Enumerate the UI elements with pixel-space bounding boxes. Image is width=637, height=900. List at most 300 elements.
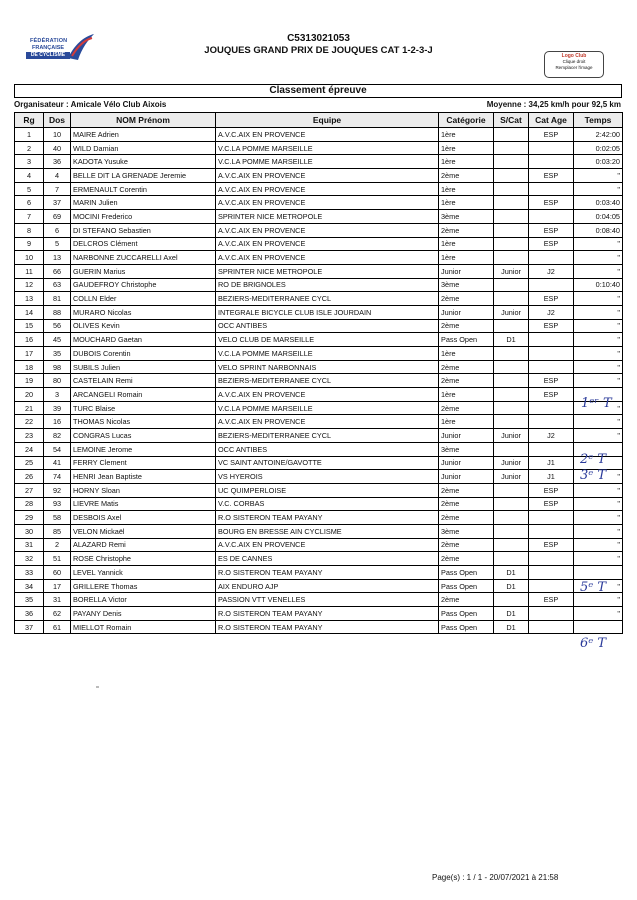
cell-subcategory	[494, 483, 529, 497]
cell-subcategory	[494, 237, 529, 251]
cell-name: COLLN Elder	[71, 292, 216, 306]
cell-time: "	[574, 374, 623, 388]
cell-team: ES DE CANNES	[216, 552, 439, 566]
cell-category: 2ème	[439, 223, 494, 237]
cell-rank: 26	[15, 470, 44, 484]
cell-time: 0:10:40	[574, 278, 623, 292]
cell-rank: 14	[15, 305, 44, 319]
cell-time: "	[574, 182, 623, 196]
cell-team: SPRINTER NICE METROPOLE	[216, 210, 439, 224]
cell-rank: 18	[15, 360, 44, 374]
cell-time: "	[574, 333, 623, 347]
cell-time: 0:03:20	[574, 155, 623, 169]
cell-team: A.V.C.AIX EN PROVENCE	[216, 251, 439, 265]
cell-team: A.V.C.AIX EN PROVENCE	[216, 182, 439, 196]
race-title: JOUQUES GRAND PRIX DE JOUQUES CAT 1-2-3-J	[204, 45, 433, 56]
cell-name: OLIVES Kevin	[71, 319, 216, 333]
cell-age-category	[529, 607, 574, 621]
cell-age-category: J2	[529, 264, 574, 278]
cell-name: BORELLA Victor	[71, 593, 216, 607]
col-header-category: Catégorie	[439, 113, 494, 128]
col-header-rank: Rg	[15, 113, 44, 128]
cell-team: V.C.LA POMME MARSEILLE	[216, 141, 439, 155]
cell-name: ROSE Christophe	[71, 552, 216, 566]
cell-subcategory: Junior	[494, 305, 529, 319]
cell-category: 3ème	[439, 524, 494, 538]
cell-category: 2ème	[439, 292, 494, 306]
table-row	[15, 552, 623, 566]
cell-rank: 12	[15, 278, 44, 292]
cell-time: "	[574, 169, 623, 183]
cell-subcategory	[494, 360, 529, 374]
cell-subcategory	[494, 401, 529, 415]
logo-line-3: DE CYCLISME	[26, 52, 70, 59]
cell-name: PAYANY Denis	[71, 607, 216, 621]
cell-bib: 37	[44, 196, 71, 210]
cell-category: 2ème	[439, 483, 494, 497]
cell-bib: 51	[44, 552, 71, 566]
cell-bib: 31	[44, 593, 71, 607]
cell-team: UC QUIMPERLOISE	[216, 483, 439, 497]
cell-category: 2ème	[439, 593, 494, 607]
cell-time: "	[574, 319, 623, 333]
logo-club-placeholder[interactable]	[544, 51, 604, 78]
cell-rank: 34	[15, 579, 44, 593]
cell-category: 2ème	[439, 360, 494, 374]
cell-rank: 30	[15, 524, 44, 538]
table-row	[15, 210, 623, 224]
cell-category: 2ème	[439, 497, 494, 511]
cell-age-category: ESP	[529, 483, 574, 497]
cell-category: Pass Open	[439, 566, 494, 580]
table-row	[15, 470, 623, 484]
cell-rank: 15	[15, 319, 44, 333]
cell-subcategory	[494, 210, 529, 224]
cell-bib: 85	[44, 524, 71, 538]
cell-bib: 2	[44, 538, 71, 552]
cell-age-category: ESP	[529, 374, 574, 388]
cell-age-category	[529, 347, 574, 361]
cell-bib: 36	[44, 155, 71, 169]
cell-name: DUBOIS Corentin	[71, 347, 216, 361]
cell-name: THOMAS Nicolas	[71, 415, 216, 429]
cell-rank: 2	[15, 141, 44, 155]
cell-time: "	[574, 264, 623, 278]
cell-bib: 98	[44, 360, 71, 374]
cell-rank: 10	[15, 251, 44, 265]
cell-bib: 74	[44, 470, 71, 484]
cell-name: MARIN Julien	[71, 196, 216, 210]
cell-category: Pass Open	[439, 620, 494, 634]
table-row	[15, 182, 623, 196]
cell-age-category: ESP	[529, 169, 574, 183]
cell-bib: 13	[44, 251, 71, 265]
scan-speck	[96, 686, 99, 688]
cell-team: A.V.C.AIX EN PROVENCE	[216, 128, 439, 142]
cell-time: 2:42:00	[574, 128, 623, 142]
cell-category: 1ère	[439, 141, 494, 155]
cell-age-category	[529, 579, 574, 593]
organizer: Organisateur : Amicale Vélo Club Aixois	[14, 100, 167, 109]
cell-team: AIX ENDURO AJP	[216, 579, 439, 593]
logo-club-line-3: Remplacer l'image	[555, 65, 593, 70]
cell-subcategory	[494, 524, 529, 538]
cell-subcategory	[494, 374, 529, 388]
cell-rank: 17	[15, 347, 44, 361]
cell-team: A.V.C.AIX EN PROVENCE	[216, 237, 439, 251]
cell-time: "	[574, 470, 623, 484]
cell-subcategory: D1	[494, 579, 529, 593]
cell-team: V.C.LA POMME MARSEILLE	[216, 347, 439, 361]
cell-rank: 27	[15, 483, 44, 497]
cell-time: 0:02:05	[574, 141, 623, 155]
cell-rank: 21	[15, 401, 44, 415]
cell-name: LEVEL Yannick	[71, 566, 216, 580]
cell-team: VC SAINT ANTOINE/GAVOTTE	[216, 456, 439, 470]
cell-age-category: J1	[529, 470, 574, 484]
cell-bib: 6	[44, 223, 71, 237]
cell-subcategory: Junior	[494, 456, 529, 470]
cell-subcategory	[494, 552, 529, 566]
cell-team: V.C. CORBAS	[216, 497, 439, 511]
cell-name: DESBOIS Axel	[71, 511, 216, 525]
cell-time	[574, 566, 623, 580]
cell-age-category: J2	[529, 305, 574, 319]
cell-team: VS HYEROIS	[216, 470, 439, 484]
cell-team: OCC ANTIBES	[216, 319, 439, 333]
cell-category: 1ère	[439, 415, 494, 429]
table-row	[15, 155, 623, 169]
cell-team: A.V.C.AIX EN PROVENCE	[216, 388, 439, 402]
table-row	[15, 456, 623, 470]
cell-rank: 4	[15, 169, 44, 183]
cell-subcategory	[494, 319, 529, 333]
col-header-bib: Dos	[44, 113, 71, 128]
table-row	[15, 251, 623, 265]
col-header-name: NOM Prénom	[71, 113, 216, 128]
cell-name: DI STEFANO Sebastien	[71, 223, 216, 237]
cell-category: 1ère	[439, 347, 494, 361]
table-row	[15, 319, 623, 333]
cell-category: 3ème	[439, 210, 494, 224]
cell-bib: 4	[44, 169, 71, 183]
cell-time: "	[574, 524, 623, 538]
cell-age-category	[529, 511, 574, 525]
cell-subcategory	[494, 251, 529, 265]
cell-name: ALAZARD Remi	[71, 538, 216, 552]
col-header-age-category: Cat Age	[529, 113, 574, 128]
cell-subcategory	[494, 196, 529, 210]
table-row	[15, 278, 623, 292]
logo-club-line-1: Logo Club	[561, 53, 587, 59]
cell-age-category	[529, 141, 574, 155]
cell-name: MAIRE Adrien	[71, 128, 216, 142]
cell-bib: 39	[44, 401, 71, 415]
cell-team: A.V.C.AIX EN PROVENCE	[216, 415, 439, 429]
cell-subcategory: Junior	[494, 264, 529, 278]
cell-age-category	[529, 415, 574, 429]
cell-rank: 16	[15, 333, 44, 347]
table-row	[15, 593, 623, 607]
cell-age-category	[529, 333, 574, 347]
cell-bib: 56	[44, 319, 71, 333]
cell-name: KADOTA Yusuke	[71, 155, 216, 169]
cell-rank: 3	[15, 155, 44, 169]
cell-team: SPRINTER NICE METROPOLE	[216, 264, 439, 278]
cell-bib: 16	[44, 415, 71, 429]
cell-age-category: ESP	[529, 128, 574, 142]
cell-name: GUERIN Marius	[71, 264, 216, 278]
cell-time: "	[574, 305, 623, 319]
cell-subcategory: D1	[494, 566, 529, 580]
average-speed: Moyenne : 34,25 km/h pour 92,5 km	[486, 100, 621, 109]
logo-club-line-2: Clique droit	[562, 59, 586, 64]
cell-team: R.O SISTERON TEAM PAYANY	[216, 620, 439, 634]
col-header-team: Equipe	[216, 113, 439, 128]
cell-subcategory	[494, 388, 529, 402]
cell-age-category: ESP	[529, 538, 574, 552]
table-row	[15, 579, 623, 593]
cell-category: Junior	[439, 470, 494, 484]
cell-subcategory	[494, 155, 529, 169]
cell-category: 3ème	[439, 278, 494, 292]
race-code: C5313021053	[287, 33, 350, 44]
cell-time: "	[574, 538, 623, 552]
cell-age-category: ESP	[529, 497, 574, 511]
cell-subcategory	[494, 292, 529, 306]
cell-name: BELLE DIT LA GRENADE Jeremie	[71, 169, 216, 183]
table-row	[15, 169, 623, 183]
cell-category: 3ème	[439, 442, 494, 456]
handwritten-note-row37: 6ᵉ T	[580, 636, 607, 651]
cell-rank: 8	[15, 223, 44, 237]
cell-rank: 13	[15, 292, 44, 306]
table-row	[15, 524, 623, 538]
cell-age-category: ESP	[529, 223, 574, 237]
cell-rank: 23	[15, 429, 44, 443]
cell-bib: 60	[44, 566, 71, 580]
cell-time: "	[574, 607, 623, 621]
cell-bib: 82	[44, 429, 71, 443]
cell-name: MOUCHARD Gaetan	[71, 333, 216, 347]
handwritten-note-row20: 1ᵉʳ T	[581, 396, 612, 411]
table-row	[15, 141, 623, 155]
cell-subcategory	[494, 442, 529, 456]
cell-category: 1ère	[439, 251, 494, 265]
cell-team: R.O SISTERON TEAM PAYANY	[216, 511, 439, 525]
cell-rank: 31	[15, 538, 44, 552]
cell-bib: 10	[44, 128, 71, 142]
table-row	[15, 429, 623, 443]
cell-team: V.C.LA POMME MARSEILLE	[216, 401, 439, 415]
cell-category: 2ème	[439, 538, 494, 552]
cell-bib: 35	[44, 347, 71, 361]
cell-time: "	[574, 497, 623, 511]
table-header-row	[15, 113, 623, 128]
cell-category: 2ème	[439, 552, 494, 566]
cell-subcategory	[494, 128, 529, 142]
page-footer: Page(s) : 1 / 1 - 20/07/2021 à 21:58	[432, 873, 559, 882]
cell-name: CONGRAS Lucas	[71, 429, 216, 443]
cell-subcategory: D1	[494, 620, 529, 634]
cell-rank: 9	[15, 237, 44, 251]
cell-age-category: ESP	[529, 237, 574, 251]
table-row	[15, 388, 623, 402]
cell-bib: 92	[44, 483, 71, 497]
cell-bib: 17	[44, 579, 71, 593]
cell-team: A.V.C.AIX EN PROVENCE	[216, 169, 439, 183]
cell-subcategory	[494, 511, 529, 525]
cell-age-category	[529, 566, 574, 580]
cell-team: RO DE BRIGNOLES	[216, 278, 439, 292]
cell-category: 2ème	[439, 374, 494, 388]
cell-category: Pass Open	[439, 579, 494, 593]
cell-rank: 29	[15, 511, 44, 525]
cell-rank: 5	[15, 182, 44, 196]
cell-subcategory	[494, 497, 529, 511]
cell-bib: 3	[44, 388, 71, 402]
cell-name: CASTELAIN Remi	[71, 374, 216, 388]
cell-time	[574, 620, 623, 634]
cell-category: 1ère	[439, 182, 494, 196]
cell-team: VELO CLUB DE MARSEILLE	[216, 333, 439, 347]
cell-name: MIELLOT Romain	[71, 620, 216, 634]
cell-time: "	[574, 360, 623, 374]
cell-age-category: J1	[529, 456, 574, 470]
cell-rank: 11	[15, 264, 44, 278]
cell-bib: 41	[44, 456, 71, 470]
cell-time: "	[574, 593, 623, 607]
table-row	[15, 360, 623, 374]
cell-time: 0:08:40	[574, 223, 623, 237]
cell-age-category	[529, 620, 574, 634]
table-row	[15, 305, 623, 319]
cell-category: 1ère	[439, 196, 494, 210]
handwritten-note-row33: 5ᵉ T	[580, 580, 607, 595]
cell-time: "	[574, 579, 623, 593]
cell-category: Pass Open	[439, 333, 494, 347]
cell-subcategory	[494, 182, 529, 196]
cell-team: R.O SISTERON TEAM PAYANY	[216, 607, 439, 621]
cell-category: 1ère	[439, 128, 494, 142]
cell-team: BOURG EN BRESSE AIN CYCLISME	[216, 524, 439, 538]
table-row	[15, 223, 623, 237]
cell-rank: 20	[15, 388, 44, 402]
cell-bib: 88	[44, 305, 71, 319]
cell-bib: 62	[44, 607, 71, 621]
cell-time: "	[574, 347, 623, 361]
table-row	[15, 497, 623, 511]
cell-time: "	[574, 483, 623, 497]
cell-name: HORNY Sloan	[71, 483, 216, 497]
cell-subcategory	[494, 347, 529, 361]
cell-age-category	[529, 524, 574, 538]
cell-bib: 66	[44, 264, 71, 278]
table-row	[15, 401, 623, 415]
cell-team: A.V.C.AIX EN PROVENCE	[216, 223, 439, 237]
cell-time: "	[574, 511, 623, 525]
cell-name: ERMENAULT Corentin	[71, 182, 216, 196]
cell-subcategory: Junior	[494, 429, 529, 443]
table-row	[15, 264, 623, 278]
cell-bib: 81	[44, 292, 71, 306]
cell-bib: 45	[44, 333, 71, 347]
cell-rank: 35	[15, 593, 44, 607]
table-row	[15, 196, 623, 210]
cell-category: Junior	[439, 305, 494, 319]
cell-age-category	[529, 182, 574, 196]
table-row	[15, 333, 623, 347]
cell-age-category: ESP	[529, 292, 574, 306]
cell-subcategory	[494, 415, 529, 429]
cell-subcategory	[494, 278, 529, 292]
cell-bib: 80	[44, 374, 71, 388]
page-subtitle: Classement épreuve	[14, 84, 622, 98]
cell-team: A.V.C.AIX EN PROVENCE	[216, 196, 439, 210]
cell-team: BEZIERS-MEDITERRANEE CYCL	[216, 292, 439, 306]
logo-line-2: FRANÇAISE	[32, 45, 65, 51]
cell-rank: 7	[15, 210, 44, 224]
cell-name: NARBONNE ZUCCARELLI Axel	[71, 251, 216, 265]
cell-age-category: ESP	[529, 196, 574, 210]
cell-time: "	[574, 237, 623, 251]
cell-subcategory	[494, 141, 529, 155]
cell-name: FERRY Clement	[71, 456, 216, 470]
cell-age-category	[529, 401, 574, 415]
cell-team: A.V.C.AIX EN PROVENCE	[216, 538, 439, 552]
cell-age-category	[529, 278, 574, 292]
table-body	[15, 128, 623, 634]
table-row	[15, 374, 623, 388]
col-header-subcategory: S/Cat	[494, 113, 529, 128]
cell-name: TURC Blaise	[71, 401, 216, 415]
cell-rank: 6	[15, 196, 44, 210]
cell-category: 1ère	[439, 388, 494, 402]
cell-bib: 54	[44, 442, 71, 456]
cell-name: MOCINI Frederico	[71, 210, 216, 224]
cell-bib: 7	[44, 182, 71, 196]
logo-line-1: FÉDÉRATION	[30, 38, 68, 44]
cell-age-category	[529, 360, 574, 374]
cell-subcategory: Junior	[494, 470, 529, 484]
cell-age-category	[529, 251, 574, 265]
cell-category: 2ème	[439, 169, 494, 183]
cell-time: "	[574, 415, 623, 429]
table-row	[15, 607, 623, 621]
cell-name: WILD Damian	[71, 141, 216, 155]
cell-category: Junior	[439, 264, 494, 278]
table-row	[15, 511, 623, 525]
cell-rank: 28	[15, 497, 44, 511]
cell-time: "	[574, 292, 623, 306]
cell-subcategory	[494, 223, 529, 237]
cell-rank: 1	[15, 128, 44, 142]
cell-subcategory	[494, 169, 529, 183]
handwritten-note-row25: 3ᵉ T	[580, 468, 607, 483]
cell-category: 1ère	[439, 237, 494, 251]
cell-subcategory: D1	[494, 607, 529, 621]
cell-bib: 61	[44, 620, 71, 634]
cell-age-category: ESP	[529, 319, 574, 333]
cell-time: "	[574, 552, 623, 566]
cell-name: ARCANGELI Romain	[71, 388, 216, 402]
table-row	[15, 347, 623, 361]
cell-category: Pass Open	[439, 607, 494, 621]
cell-age-category	[529, 442, 574, 456]
cell-bib: 93	[44, 497, 71, 511]
cell-rank: 24	[15, 442, 44, 456]
cell-name: VELON Mickaël	[71, 524, 216, 538]
